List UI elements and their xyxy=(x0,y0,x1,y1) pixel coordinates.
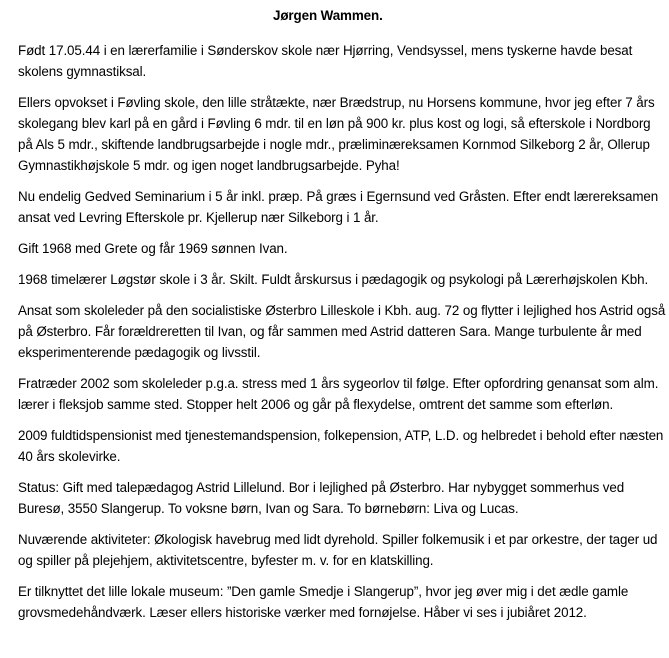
paragraph-upbringing: Ellers opvokset i Føvling skole, den lille stråtækte, nær Brædstrup, nu Horsens kommune, hvor jeg efter 7 års skolegang blev karl på en gård i Føvling 6 mdr. til en løn på 900 kr. plus kost og logi, så efterskole i Nordborg på Als 5 mdr., skiftende landbrugsarbejde i nogle mdr., præliminæreksamen Kornmod Silkeborg 2 år, Ollerup Gymnastikhøjskole 5 mdr. og igen noget landbrugsarbejde. Pyha! xyxy=(18,95,655,173)
document-title: Jørgen Wammen. xyxy=(273,8,383,23)
paragraph-retirement-start: Fratræder 2002 som skoleleder p.g.a. stress med 1 års sygeorlov til følge. Efter opfordring genansat som alm. lærer i fleksjob samme sted. Stopper helt 2006 og går på flexydelse, omtrent det samme som efterløn. xyxy=(18,376,659,412)
paragraph-activities: Nuværende aktiviteter: Økologisk havebrug med lidt dyrehold. Spiller folkemusik i et par orkestre, der tager ud og spiller på plejehjem, aktivitetscentre, byfester m. v. for en klatskilling. xyxy=(18,532,658,568)
paragraph-pension: 2009 fuldtidspensionist med tjenestemandspension, folkepension, ATP, L.D. og helbredet i behold efter næsten 40 års skolevirke. xyxy=(18,428,664,464)
paragraph-museum: Er tilknyttet det lille lokale museum: ”Den gamle Smedje i Slangerup”, hvor jeg øver mig i det ædle gamle grovsmedehåndværk. Læser ellers historiske værker med fornøjelse. Håber vi ses i jubiåret 2012. xyxy=(18,584,629,620)
paragraph-logstor: 1968 timelærer Løgstør skole i 3 år. Skilt. Fuldt årskursus i pædagogik og psykologi på Lærerhøjskolen Kbh. xyxy=(18,272,649,287)
paragraph-birth: Født 17.05.44 i en lærerfamilie i Sønderskov skole nær Hjørring, Vendsyssel, mens tyskerne havde besat skolens gymnastiksal. xyxy=(18,43,633,79)
paragraph-status: Status: Gift med talepædagog Astrid Lillelund. Bor i lejlighed på Østerbro. Har nybygget sommerhus ved Buresø, 3550 Slangerup. To voksne børn, Ivan og Sara. To børnebørn: Liva og Lucas. xyxy=(18,480,625,516)
paragraph-seminary: Nu endelig Gedved Seminarium i 5 år inkl. præp. På græs i Egernsund ved Gråsten. Efter endt lærereksamen ansat ved Levring Efterskole pr. Kjellerup nær Silkeborg i 1 år. xyxy=(18,189,659,225)
paragraph-osterbro: Ansat som skoleleder på den socialistiske Østerbro Lilleskole i Kbh. aug. 72 og flytter i lejlighed hos Astrid også på Østerbro. Får forældreretten til Ivan, og får sammen med Astrid datteren Sara. Mange turbulente år med eksperimenterende pædagogik og livsstil. xyxy=(18,303,666,360)
document-page xyxy=(18,0,668,623)
paragraph-marriage: Gift 1968 med Grete og får 1969 sønnen Ivan. xyxy=(18,241,288,256)
